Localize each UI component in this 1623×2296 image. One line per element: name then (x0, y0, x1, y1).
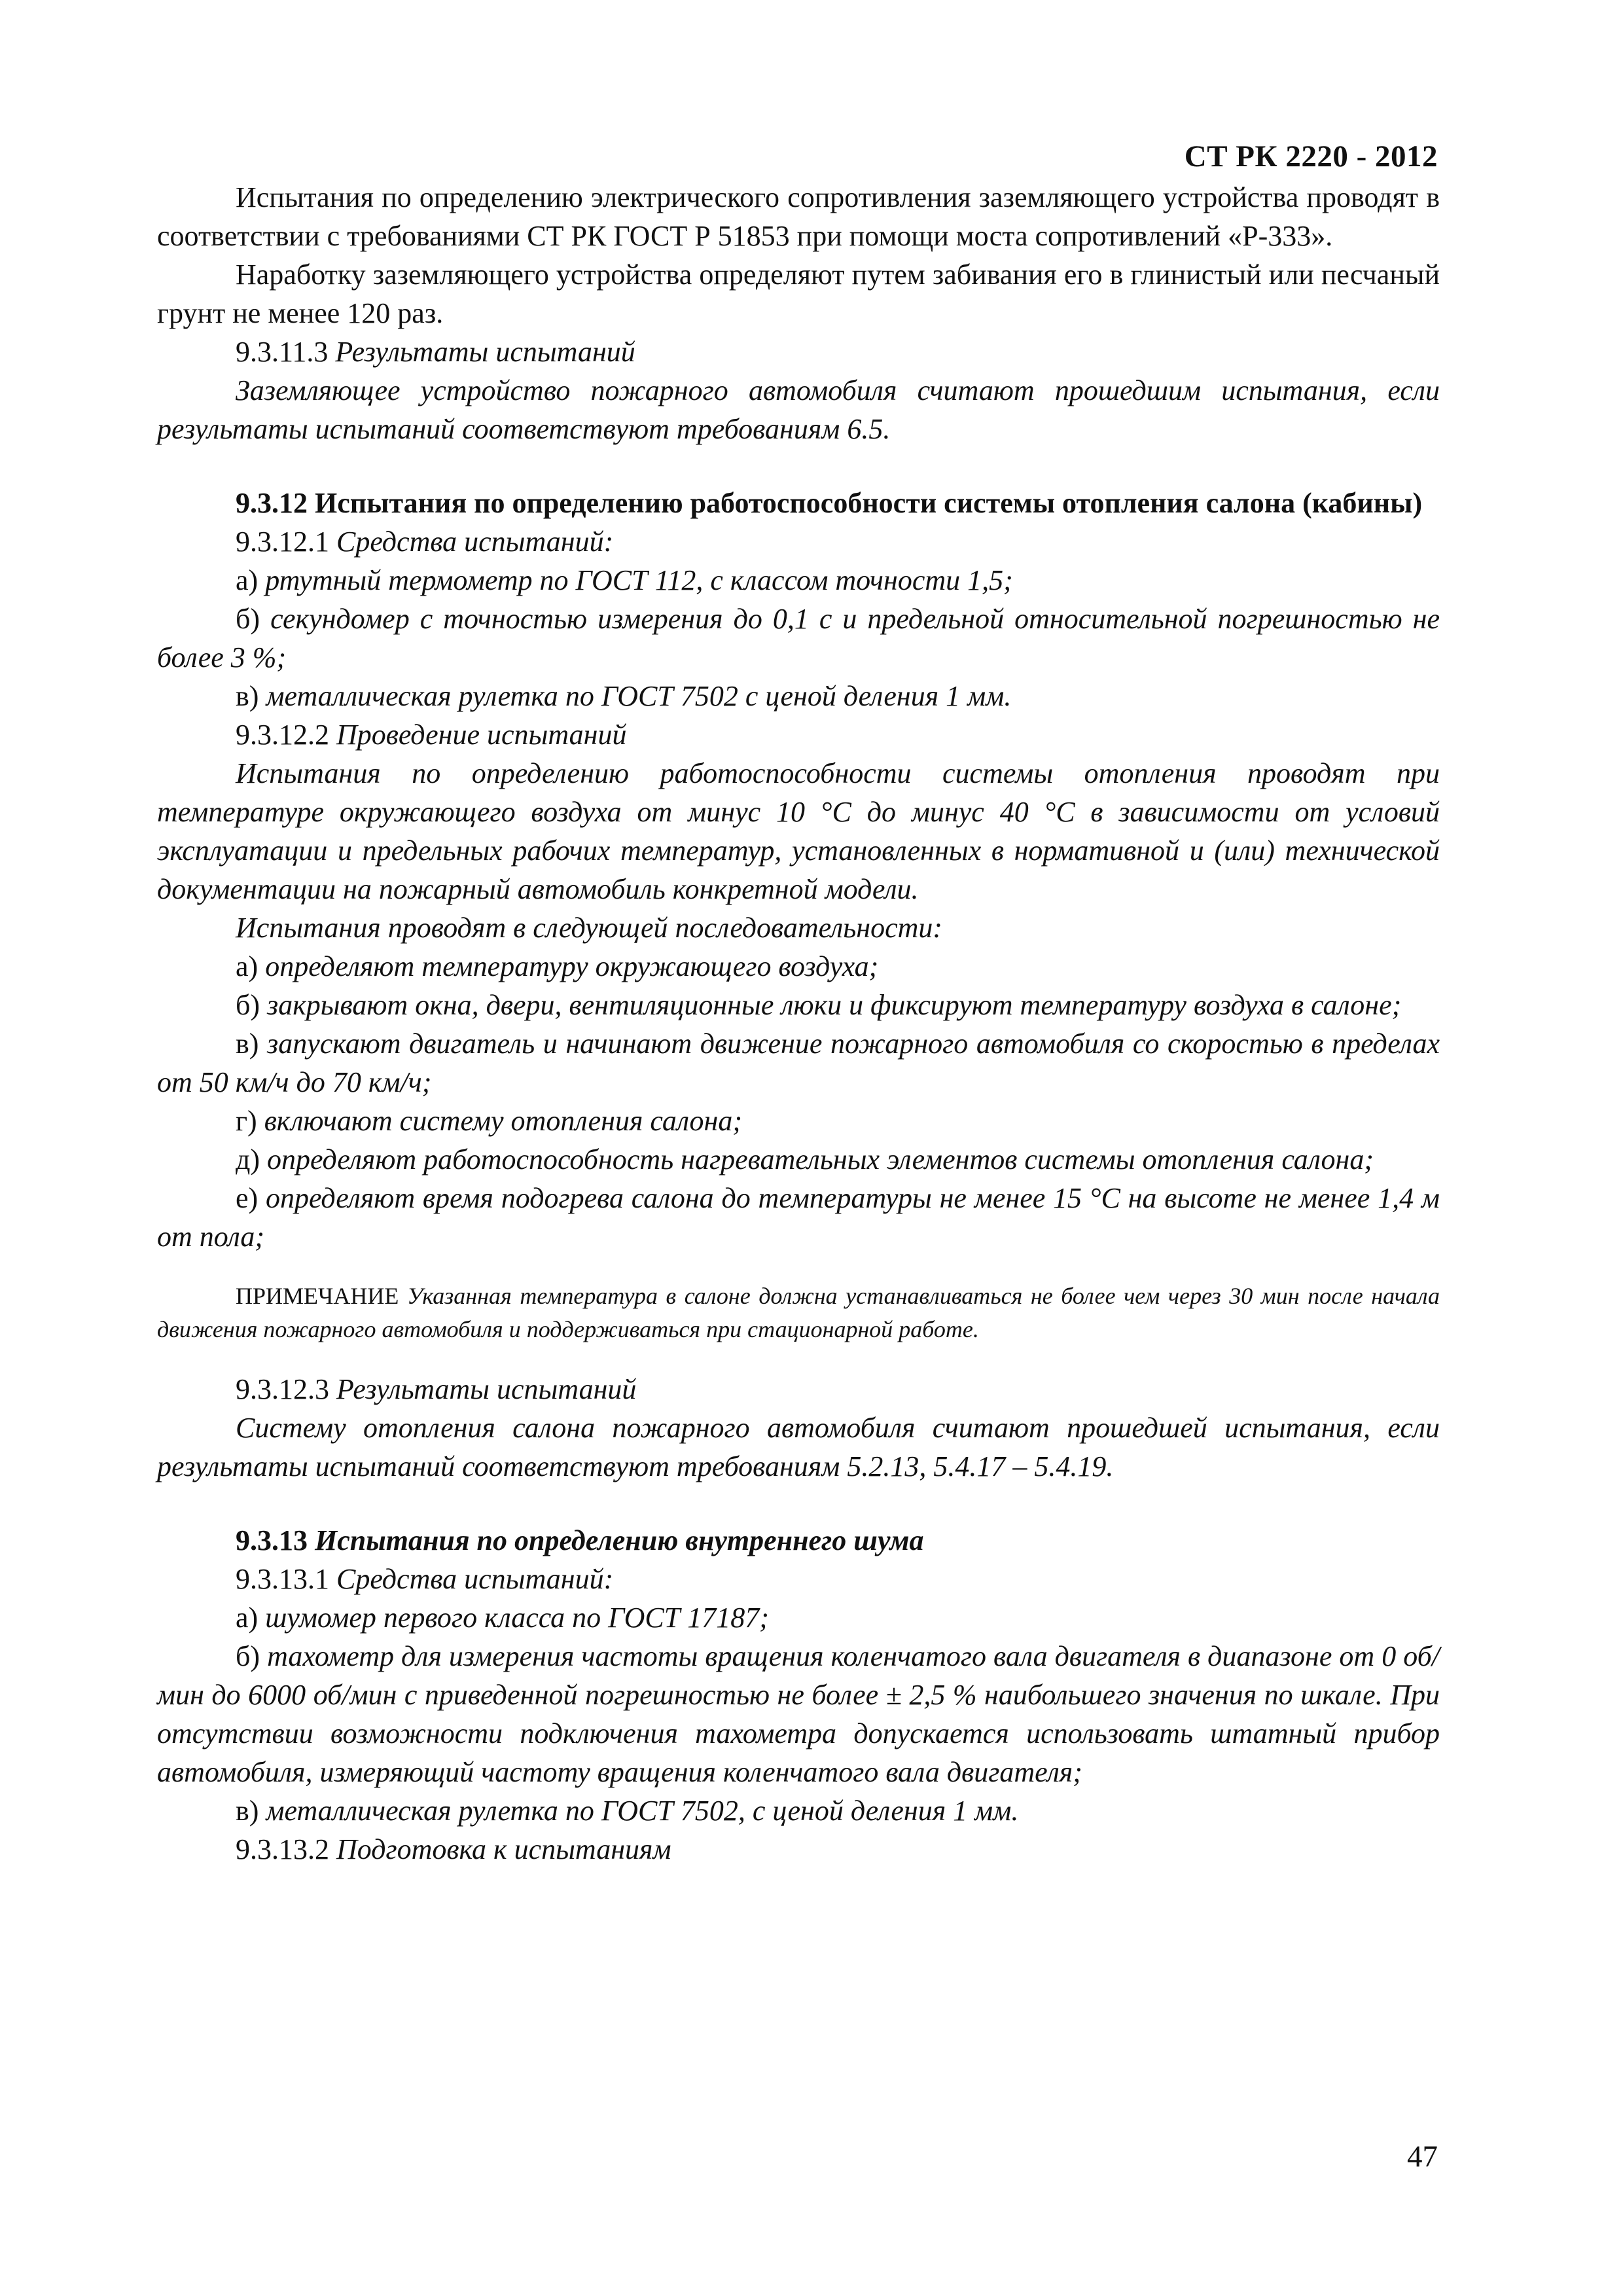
clause-number: 9.3.13.2 (236, 1833, 329, 1865)
paragraph-resistance-test: Испытания по определению электрического сопротивления заземляющего устройства проводят в соответствии с требованиями СТ РК ГОСТ Р 51853 при помощи моста сопротивлений «Р-333». (157, 181, 1440, 252)
list-item (157, 947, 1440, 986)
list-marker: б) (236, 1640, 260, 1672)
list-text: закрывают окна, двери, вентиляционные люки и фиксируют температуру воздуха в салоне; (267, 989, 1402, 1021)
page-number: 47 (1407, 2140, 1438, 2174)
clause-9-3-13-1 (157, 1560, 1440, 1598)
list-text: определяют время подогрева салона до температуры не менее 15 °С на высоте не менее 1,4 м от пола; (157, 1182, 1440, 1253)
clause-title: Результаты испытаний (336, 1373, 637, 1405)
list-marker: в) (236, 1795, 259, 1827)
list-text: включают систему отопления салона; (264, 1105, 743, 1137)
paragraph-operating-time: Наработку заземляющего устройства определяют путем забивания его в глинистый или песчаный грунт не менее 120 раз. (157, 259, 1440, 329)
list-marker: г) (236, 1105, 257, 1137)
list-item (157, 1637, 1440, 1791)
list-item (157, 1598, 1440, 1637)
page-content (157, 178, 1440, 1869)
clause-number: 9.3.11.3 (236, 336, 329, 368)
list-marker: а) (236, 564, 259, 596)
list-item (157, 600, 1440, 677)
results-text-9-3-11: Заземляющее устройство пожарного автомобиля считают прошедшим испытания, если результаты испытаний соответствуют требованиям 6.5. (157, 374, 1440, 445)
list-item (157, 1140, 1440, 1179)
clause-number: 9.3.12.2 (236, 719, 329, 751)
conduct-text: Испытания по определению работоспособности системы отопления проводят при температуре окружающего воздуха от минус 10 °С до минус 40 °С в зависимости от условий эксплуатации и предельных рабочих температур, установленных в нормативной и (или) технической документации на пожарный автомобиль конкретной модели. (157, 757, 1440, 905)
list-text: ртутный термометр по ГОСТ 112, с классом точности 1,5; (265, 564, 1013, 596)
clause-title: Подготовка к испытаниям (336, 1833, 671, 1865)
list-item (157, 1102, 1440, 1140)
note-text: Указанная температура в салоне должна устанавливаться не более чем через 30 мин после начала движения пожарного автомобиля и поддерживаться при стационарной работе. (157, 1283, 1440, 1342)
note-block (157, 1280, 1440, 1346)
list-text: металлическая рулетка по ГОСТ 7502 с ценой деления 1 мм. (266, 680, 1012, 712)
clause-9-3-11-3 (157, 332, 1440, 371)
clause-title: Результаты испытаний (335, 336, 635, 368)
list-marker: в) (236, 1028, 259, 1060)
list-marker: б) (236, 989, 260, 1021)
list-text: определяют температуру окружающего воздуха; (265, 950, 879, 982)
clause-title: Проведение испытаний (336, 719, 627, 751)
list-item (157, 561, 1440, 600)
section-heading-9-3-13 (157, 1521, 1440, 1560)
clause-title: Средства испытаний: (336, 1563, 614, 1595)
clause-number: 9.3.13.1 (236, 1563, 329, 1595)
clause-9-3-13-2 (157, 1830, 1440, 1869)
list-item (157, 1791, 1440, 1830)
clause-number: 9.3.12.3 (236, 1373, 329, 1405)
list-item (157, 986, 1440, 1024)
list-text: шумомер первого класса по ГОСТ 17187; (265, 1602, 769, 1634)
list-text: запускают двигатель и начинают движение пожарного автомобиля со скоростью в пределах от 50 км/ч до 70 км/ч; (157, 1028, 1440, 1098)
sequence-intro: Испытания проводят в следующей последовательности: (236, 912, 943, 944)
list-item (157, 1179, 1440, 1256)
list-marker: в) (236, 680, 259, 712)
heading-number: 9.3.13 (236, 1524, 308, 1556)
list-marker: а) (236, 1602, 259, 1634)
list-text: секундомер с точностью измерения до 0,1 с и предельной относительной погрешностью не более 3 %; (157, 603, 1440, 673)
list-marker: е) (236, 1182, 259, 1214)
section-heading-9-3-12: 9.3.12 Испытания по определению работоспособности системы отопления салона (кабины) (236, 487, 1423, 519)
clause-title: Средства испытаний: (336, 526, 614, 558)
heading-title: Испытания по определению внутреннего шума (315, 1524, 924, 1556)
list-marker: а) (236, 950, 259, 982)
clause-9-3-12-2 (157, 715, 1440, 754)
list-marker: б) (236, 603, 260, 635)
list-text: металлическая рулетка по ГОСТ 7502, с ценой деления 1 мм. (266, 1795, 1019, 1827)
clause-9-3-12-3 (157, 1370, 1440, 1408)
clause-9-3-12-1 (157, 522, 1440, 561)
list-text: тахометр для измерения частоты вращения коленчатого вала двигателя в диапазоне от 0 об/мин до 6000 об/мин с приведенной погрешностью не более ± 2,5 % наибольшего значения по шкале. При отсутствии возможности подключения тахометра допускается использовать штатный прибор автомобиля, измеряющий частоту вращения коленчатого вала двигателя; (157, 1640, 1440, 1788)
list-marker: д) (236, 1143, 260, 1175)
document-code-header: СТ РК 2220 - 2012 (1184, 139, 1438, 173)
note-label: ПРИМЕЧАНИЕ (236, 1283, 399, 1309)
results-text-9-3-12: Систему отопления салона пожарного автомобиля считают прошедшей испытания, если результаты испытаний соответствуют требованиям 5.2.13, 5.4.17 – 5.4.19. (157, 1412, 1440, 1482)
list-item (157, 677, 1440, 715)
clause-number: 9.3.12.1 (236, 526, 329, 558)
list-item (157, 1024, 1440, 1102)
list-text: определяют работоспособность нагревательных элементов системы отопления салона; (267, 1143, 1374, 1175)
